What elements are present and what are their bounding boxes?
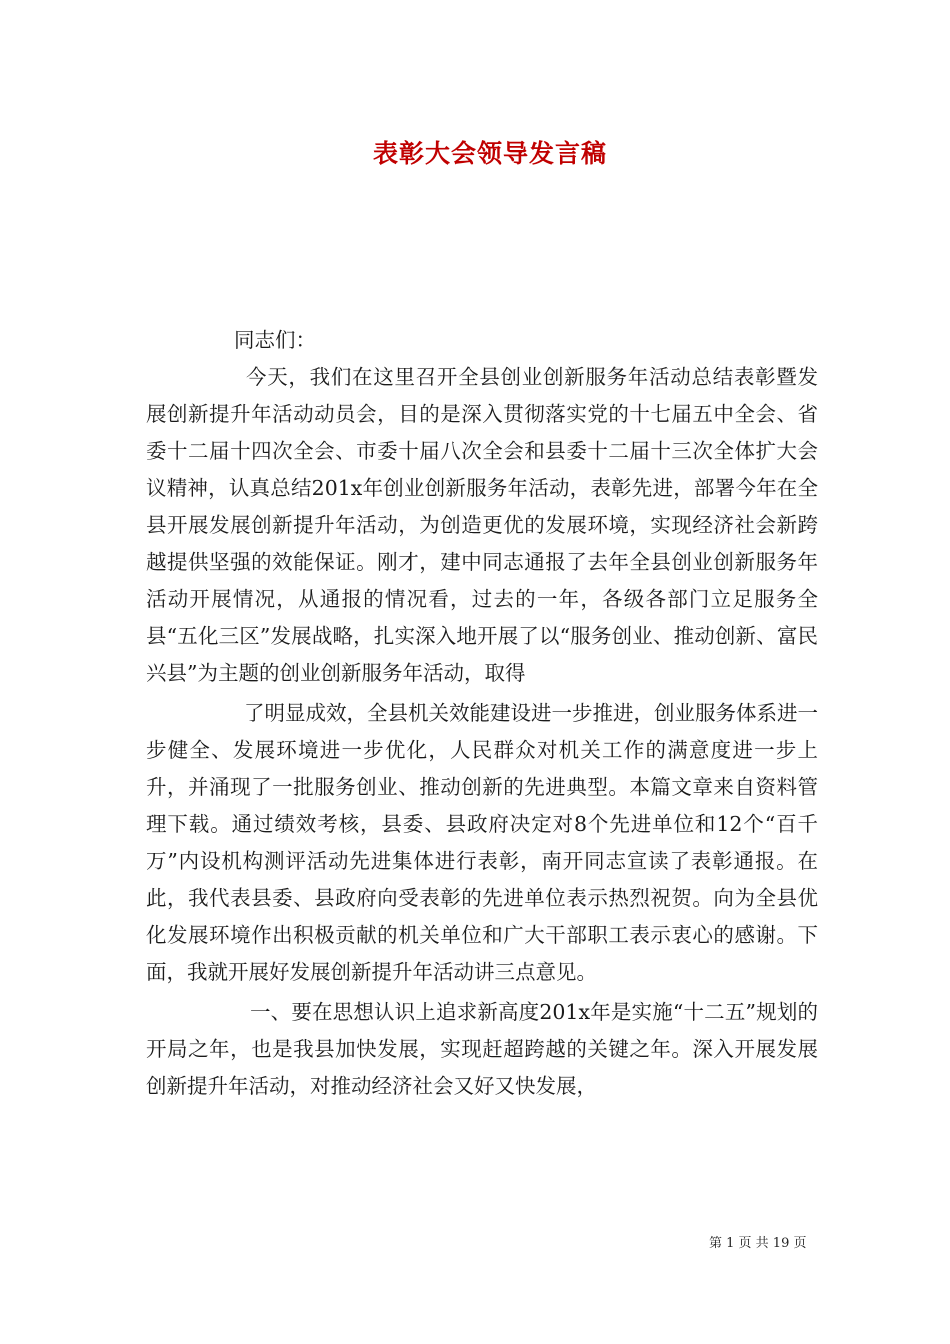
document-body [146, 322, 818, 1105]
paragraph-2: 了明显成效，全县机关效能建设进一步推进，创业服务体系进一步健全、发展环境进一步优化，人民群众对机关工作的满意度进一步上升，并涌现了一批服务创业、推动创新的先进典型。本篇文章来自资料管理下载。通过绩效考核，县委、县政府决定对8个先进单位和12个“百千万”内设机构测评活动先进集体进行表彰，南开同志宣读了表彰通报。在此，我代表县委、县政府向受表彰的先进单位表示热烈祝贺。向为全县优化发展环境作出积极贡献的机关单位和广大干部职工表示衷心的感谢。下面，我就开展好发展创新提升年活动讲三点意见。 [146, 701, 818, 984]
page-number-footer: 第 1 页 共 19 页 [709, 1236, 807, 1251]
paragraph-1: 今天，我们在这里召开全县创业创新服务年活动总结表彰暨发展创新提升年活动动员会，目的是深入贯彻落实党的十七届五中全会、省委十二届十四次全会、市委十届八次全会和县委十二届十三次全体扩大会议精神，认真总结201x年创业创新服务年活动，表彰先进，部署今年在全县开展发展创新提升年活动，为创造更优的发展环境，实现经济社会新跨越提供坚强的效能保证。刚才，建中同志通报了去年全县创业创新服务年活动开展情况，从通报的情况看，过去的一年，各级各部门立足服务全县“五化三区”发展战略，扎实深入地开展了以“服务创业、推动创新、富民兴县”为主题的创业创新服务年活动，取得 [146, 365, 818, 685]
document-title: 表彰大会领导发言稿 [372, 139, 607, 168]
salutation: 同志们： [234, 328, 316, 352]
paragraph-3: 一、要在思想认识上追求新高度201x年是实施“十二五”规划的开局之年，也是我县加快发展，实现赶超跨越的关键之年。深入开展发展创新提升年活动，对推动经济社会又好又快发展， [146, 1000, 818, 1098]
